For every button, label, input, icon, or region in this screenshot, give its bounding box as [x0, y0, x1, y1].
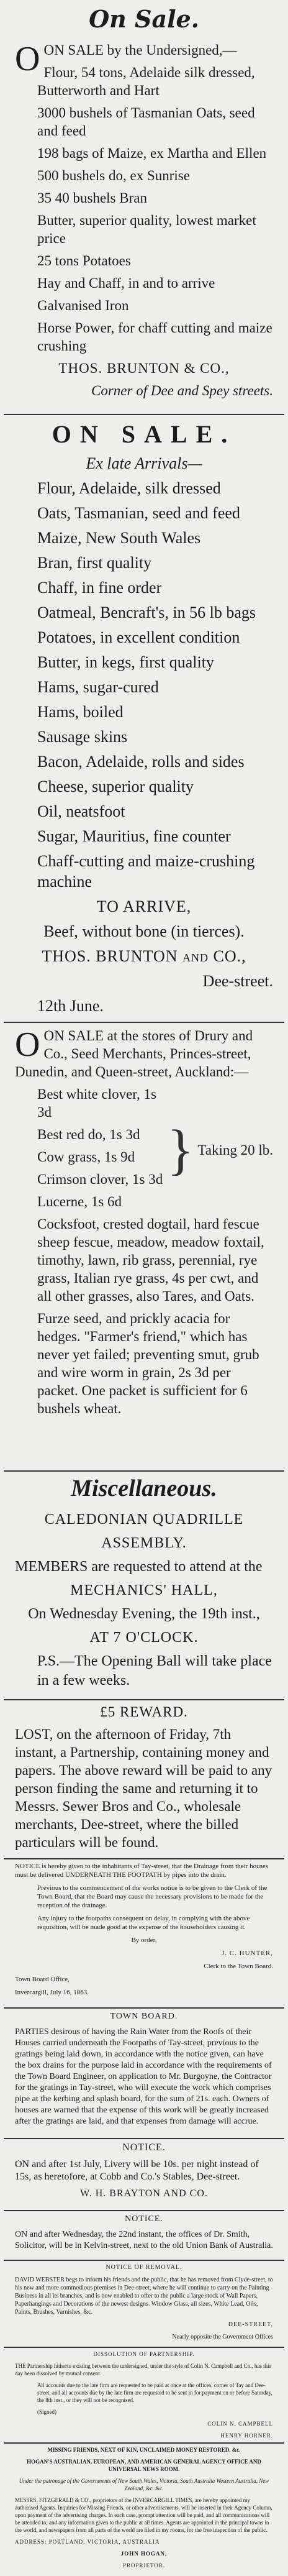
list-item: 35 40 bushels Bran: [37, 190, 147, 206]
to-arrive-detail: Beef, without bone (in tierces).: [43, 922, 245, 940]
divider: [4, 2260, 284, 2261]
list-item: Oats, Tasmanian, seed and feed: [37, 504, 240, 522]
ad-address: Corner of Dee and Spey streets.: [91, 383, 273, 398]
ad-office: Town Board Office,: [15, 1976, 70, 1983]
divider: [4, 2442, 284, 2444]
list-item: Crimson clover, 1s 3d: [37, 1171, 163, 1187]
ad-address: DEE-STREET,: [228, 2321, 273, 2328]
ad-body: NOTICE is hereby given to the inhabitants of Tay-street, that the Drainage from their houses must be delivered UNDERNEATH THE FOOTPATH by pipes into the drain.: [15, 1863, 269, 1879]
to-arrive-heading: TO ARRIVE,: [96, 897, 192, 915]
ad-title: NOTICE.: [125, 2214, 163, 2224]
ad-body: MESSRS. FITZGERALD & CO., proprietors of the INVERCARGILL TIMES, are hereby appointed my authorised Agents. Inquiries for Missing Friends, or other advertisements, will be inserted in their Agency Column, upon payment of the advertising charges. In each case, prompt attention will be paid, and all communications will be attended to, and any information given to the public at all times. Agents are appointed in the principal towns in the world, and newspapers from all parts of the world are filed in my rooms, for the free inspection of the public.: [15, 2497, 272, 2533]
ad-signature: COLIN N. CAMPBELL: [207, 2421, 273, 2427]
divider: [4, 2138, 284, 2139]
list-item: Hams, sugar-cured: [37, 678, 159, 696]
ad-signature: JOHN HOGAN,: [120, 2551, 168, 2557]
divider: [4, 1022, 284, 1023]
ad-caledonian: [0, 1510, 288, 1698]
seed-price-list: [15, 1085, 273, 1215]
list-item: Oil, neatsfoot: [37, 802, 125, 820]
list-item: Horse Power, for chaff cutting and maize crushing: [37, 320, 272, 354]
ad-body: LOST, on the afternoon of Friday, 7th instant, a Partnership, containing money and papers. The above reward will be paid to any person finding the same and returning it to Messrs. Sewer Bros and Co., wholesale merchants, Dee-street, where the billed particulars will be found.: [15, 1726, 272, 1850]
misc-section-header: [0, 1474, 288, 1505]
ad-title: TOWN BOARD.: [110, 2012, 178, 2021]
ad-title: CALEDONIAN QUADRILLE: [44, 1511, 244, 1528]
list-item: 25 tons Potatoes: [37, 253, 131, 268]
ad-intro: OON SALE at the stores of Drury and Co., Seed Merchants, Princes-street, Dunedin, and Queen-street, Auckland:—: [15, 1027, 253, 1079]
ad-signature: HENRY HORNER.: [220, 2432, 273, 2439]
ad-signature: W. H. BRAYTON AND CO.: [80, 2188, 208, 2199]
ad-body: Cocksfoot, crested dogtail, hard fescue sheep fescue, meadow, meadow foxtail, timothy, lawn, rib grass, perennial, rye grass, Italian rye grass, 4s per cwt, and all other grasses, also Tares, and Oats.: [37, 1216, 264, 1304]
list-item: Bran, first quality: [37, 554, 152, 572]
ad-time: AT 7 O'CLOCK.: [89, 1629, 199, 1646]
list-item: Bacon, Adelaide, rolls and sides: [37, 753, 245, 771]
ad-town-board: [0, 2011, 288, 2137]
seed-note: Taking 20 lb.: [197, 1142, 273, 1158]
ad-patronage: Under the patronage of the Governments of New South Wales, Victoria, South Australia Western Australia, New Zealand, &c. &c.: [19, 2478, 269, 2491]
list-item: Galvanised Iron: [37, 298, 129, 313]
ad-signature: THOS. BRUNTON and CO.,: [42, 947, 246, 965]
ad-body: ON and after 1st July, Livery will be 10s. per night instead of 15s, as heretofore, at Cobb and Co.'s Stables, Dee-street.: [15, 2159, 259, 2182]
ad-brunton-2: [0, 420, 288, 1022]
ad-body: Previous to the commencement of the works notice is to be given to the Clerk of the Town Board, that the Board may cause the necessary provisions to be made for the reception of the drainage.: [37, 1884, 268, 1909]
ad-signed: (Signed): [37, 2409, 56, 2415]
ad-signature: THOS. BRUNTON & CO.,: [58, 360, 230, 376]
section-title: On Sale.: [89, 5, 199, 33]
section-title: Miscellaneous.: [71, 1475, 217, 1501]
list-item: 500 bushels do, ex Sunrise: [37, 168, 190, 183]
ad-title: ASSEMBLY.: [101, 1535, 187, 1551]
ad-title: NOTICE.: [122, 2142, 166, 2153]
divider: [4, 1470, 284, 1472]
ad-subtitle: HOGAN'S AUSTRALIAN, EUROPEAN, AND AMERICAN GENERAL AGENCY OFFICE AND UNIVERSAL NEWS ROOM.: [27, 2459, 261, 2472]
ad-postscript: P.S.—The Opening Ball will take place in a few weeks.: [37, 1653, 272, 1689]
ad-missing-friends: [0, 2446, 288, 2573]
divider: [4, 2210, 284, 2211]
ad-reward: [0, 1703, 288, 1857]
ad-body: Any injury to the footpaths consequent on delay, in complying with the above requisition, will be made good at the expense of the householders causing it.: [37, 1915, 250, 1931]
ad-role: Clerk to the Town Board.: [204, 1963, 273, 1970]
ad-date: Invercargill, July 16, 1863.: [15, 1989, 89, 1996]
ad-body: ON and after Wednesday, the 22nd instant, the offices of Dr. Smith, Solicitor, will be in Kelvin-street, next to the old Union Bank of Australia.: [15, 2230, 273, 2250]
list-item: Cow grass, 1s 9d: [37, 1149, 135, 1165]
ad-order: By order,: [131, 1937, 157, 1944]
list-item: Sausage skins: [37, 728, 128, 746]
list-item: Hay and Chaff, in and to arrive: [37, 275, 215, 291]
list-item: Butter, in kegs, first quality: [37, 653, 214, 671]
ad-removal: [0, 2263, 288, 2345]
list-item: Best white clover, 1s 3d: [37, 1086, 156, 1120]
ad-body: DAVID WEBSTER begs to inform his friends and the public, that he has removed from Clyde-street, to his new and more commodious premises in Dee-street, where he will continue to carry on the Painting Business in all its branches, and is now enabled to offer to the public a large stock of Wall Papers, Paperhangings and Decorations of the newest designs. Window Glass, all sizes, White Lead, Oils, Paints, Brushes, Varnishes, &c.: [15, 2276, 273, 2316]
ad-address: ADDRESS: PORTLAND, VICTORIA, AUSTRALIA: [15, 2539, 160, 2545]
ad-body: THE Partnership hitherto existing between the undersigned, under the style of Colin N. Campbell and Co., has this day been dissolved by mutual consent.: [15, 2363, 272, 2377]
ad-signature: J. C. HUNTER,: [222, 1950, 273, 1957]
divider: [4, 2007, 284, 2009]
list-item: 198 bags of Maize, ex Martha and Ellen: [37, 145, 267, 161]
ad-date: 12th June.: [37, 997, 104, 1015]
ad-title: DISSOLUTION OF PARTNERSHIP.: [93, 2351, 195, 2357]
ad-partnership: [0, 2350, 288, 2441]
ad-body: Furze seed, and prickly acacia for hedges. "Farmer's friend," which has never yet failed; preventing smut, grub and wire worm in grain, 2s 3d per packet. One packet is sufficient for 6 bushels wheat.: [37, 1311, 259, 1416]
list-item: Hams, boiled: [37, 703, 124, 721]
ad-livery-notice: [0, 2142, 288, 2209]
ad-role: PROPRIETOR.: [122, 2562, 166, 2569]
ad-body: PARTIES desirous of having the Rain Water from the Roofs of their Houses carried underneath the Footpaths of Tay-street, previous to the gratings being laid down, in accordance with the notice given, can have the box drains for the purpose laid in accordance with the requirements of the Town Board Engineer, on application to Mr. Burgoyne, the Contractor for the gratings in Tay-street, who will execute the work which comprises pipe at the kerbing and splash board, for the sum of 21s. each. Owners of houses are warned that the expense of this work will be greatly increased after the gratings are laid, and that expenses from damage will accrue.: [15, 2027, 272, 2126]
divider: [4, 2347, 284, 2348]
divider: [4, 1858, 284, 1859]
ad-date: On Wednesday Evening, the 19th inst.,: [28, 1606, 260, 1622]
list-item: 3000 bushels of Tasmanian Oats, seed and feed: [37, 105, 255, 139]
ad-title: MISSING FRIENDS, NEXT OF KIN, UNCLAIMED MONEY RESTORED, &c.: [47, 2447, 241, 2453]
list-item: Maize, New South Wales: [37, 529, 201, 547]
ad-title: £5 REWARD.: [100, 1704, 188, 1720]
list-item: Lucerne, 1s 6d: [37, 1194, 122, 1209]
ad-office-notice: [0, 2214, 288, 2258]
divider: [4, 414, 284, 415]
list-item: Chaff-cutting and maize-crushing machine: [37, 852, 255, 891]
list-item: Best red do, 1s 3d: [37, 1127, 140, 1142]
divider: [4, 1699, 284, 1700]
ad-heading: ON SALE.: [52, 420, 236, 448]
ad-address: Dee-street.: [202, 972, 273, 990]
brace-glyph: }: [167, 1119, 194, 1181]
list-item: Cheese, superior quality: [37, 777, 194, 795]
list-item: Flour, 54 tons, Adelaide silk dressed, Butterworth and Hart: [37, 65, 255, 98]
list-item: Chaff, in fine order: [37, 579, 162, 597]
ad-intro: OON SALE by the Undersigned,—: [15, 41, 237, 78]
list-item: Sugar, Mauritius, fine counter: [37, 827, 231, 845]
ad-title: NOTICE OF REMOVAL.: [106, 2264, 182, 2271]
on-sale-section-header: [0, 5, 288, 36]
list-item: Potatoes, in excellent condition: [37, 628, 240, 646]
ad-drainage-notice: [0, 1862, 288, 2006]
list-item: Flour, Adelaide, silk dressed: [37, 479, 221, 497]
ad-address-note: Nearly opposite the Government Offices: [172, 2334, 273, 2340]
ad-body: MEMBERS are requested to attend at the: [15, 1559, 263, 1575]
ad-body: All accounts due to the late firm are requested to be paid at once at the offices, corner of Tay and Dee-street, and all accounts due by the late firm are requested to be sent in for payment on or before Saturday, the 8th inst., or they will not be recognised.: [37, 2382, 272, 2403]
ad-venue: MECHANICS' HALL,: [70, 1582, 218, 1598]
ad-brunton-1: [0, 41, 288, 415]
ad-drury: [0, 1027, 288, 1469]
list-item: Butter, superior quality, lowest market price: [37, 213, 256, 246]
ad-subheading: Ex late Arrivals—: [86, 454, 202, 472]
list-item: Oatmeal, Bencraft's, in 56 lb bags: [37, 603, 256, 621]
